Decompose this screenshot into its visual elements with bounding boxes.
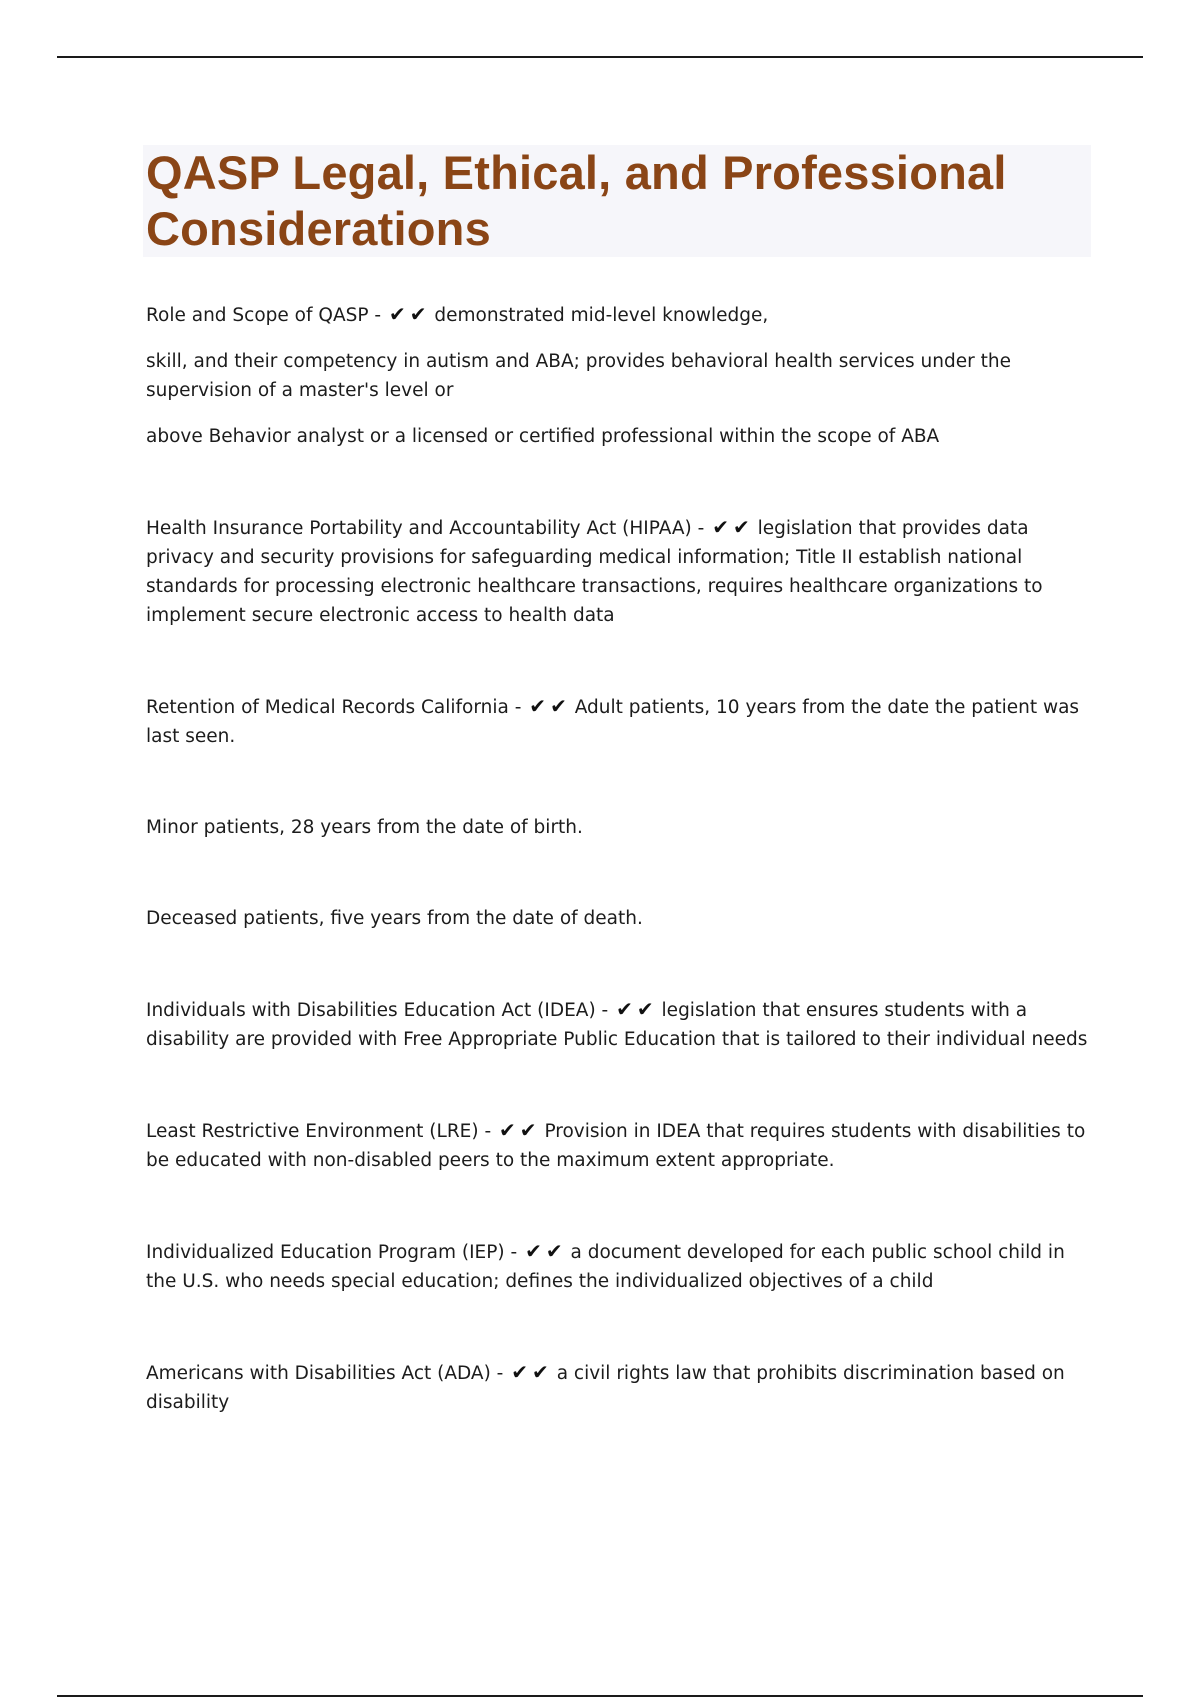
entry-text: Minor patients, 28 years from the date of birth. bbox=[146, 817, 583, 838]
entry-minor-patients bbox=[146, 813, 1091, 842]
entry-deceased-patients bbox=[146, 904, 1091, 933]
bottom-rule bbox=[57, 1695, 1143, 1697]
entry-term: Health Insurance Portability and Accountability Act (HIPAA) - bbox=[146, 518, 705, 539]
check-icon: ✔ bbox=[532, 1360, 549, 1384]
check-icon: ✔ bbox=[519, 1118, 537, 1142]
check-icon: ✔ bbox=[636, 997, 654, 1021]
entry-hipaa bbox=[146, 513, 1091, 630]
entry-text: Deceased patients, five years from the date of death. bbox=[146, 908, 643, 929]
check-icon: ✔ bbox=[545, 1239, 563, 1263]
entry-ada bbox=[146, 1358, 1091, 1417]
check-icon: ✔ bbox=[529, 694, 547, 718]
check-icon: ✔ bbox=[550, 694, 567, 718]
entry-term: Retention of Medical Records California - bbox=[146, 697, 522, 718]
entry-definition: demonstrated mid-level knowledge, bbox=[434, 305, 769, 326]
entry-text: above Behavior analyst or a licensed or certified professional within the scope of ABA bbox=[146, 426, 940, 447]
entry-idea bbox=[146, 995, 1091, 1054]
top-rule bbox=[57, 56, 1143, 58]
entry-term: Individuals with Disabilities Education Act (IDEA) - bbox=[146, 1000, 609, 1021]
entry-role-scope bbox=[146, 300, 1091, 330]
page-title: QASP Legal, Ethical, and Professional Considerations bbox=[146, 146, 1007, 255]
entry-definition: Adult patients, 10 years from the date the patient was last seen. bbox=[146, 697, 1080, 747]
check-icon: ✔ bbox=[511, 1360, 529, 1384]
check-icon: ✔ bbox=[499, 1118, 516, 1142]
entry-definition: Provision in IDEA that requires students with disabilities to be educated with non-disabled peers to the maximum extent appropriate. bbox=[146, 1121, 1086, 1171]
check-icon: ✔ bbox=[712, 515, 729, 539]
entry-role-scope-continued bbox=[146, 347, 1091, 405]
check-icon: ✔ bbox=[525, 1239, 542, 1263]
entry-lre bbox=[146, 1116, 1091, 1175]
entry-definition: a document developed for each public school child in the U.S. who needs special education; defines the individualized objectives of a child bbox=[146, 1242, 1065, 1292]
entry-definition: legislation that provides data privacy and security provisions for safeguarding medical information; Title II establish national standards for processing electronic healthcare transactions, requires healthcare organizations to implement secure electronic access to health data bbox=[146, 518, 1043, 626]
entry-definition: a civil rights law that prohibits discrimination based on disability bbox=[146, 1363, 1065, 1413]
title-box bbox=[143, 145, 1091, 257]
entry-text: skill, and their competency in autism and ABA; provides behavioral health services under the supervision of a master's level or bbox=[146, 351, 1011, 401]
document-body bbox=[146, 300, 1091, 1417]
check-icon: ✔ bbox=[616, 997, 633, 1021]
check-icon: ✔ bbox=[388, 302, 406, 326]
entry-term: Role and Scope of QASP - bbox=[146, 305, 382, 326]
entry-definition: legislation that ensures students with a disability are provided with Free Appropriate Public Education that is tailored to their individual needs bbox=[146, 1000, 1088, 1050]
check-icon: ✔ bbox=[409, 302, 427, 326]
entry-role-scope-continued-2 bbox=[146, 422, 1091, 451]
entry-term: Individualized Education Program (IEP) - bbox=[146, 1242, 518, 1263]
check-icon: ✔ bbox=[732, 515, 750, 539]
entry-retention bbox=[146, 692, 1091, 751]
entry-term: Least Restrictive Environment (LRE) - bbox=[146, 1121, 492, 1142]
entry-iep bbox=[146, 1237, 1091, 1296]
entry-term: Americans with Disabilities Act (ADA) - bbox=[146, 1363, 504, 1384]
